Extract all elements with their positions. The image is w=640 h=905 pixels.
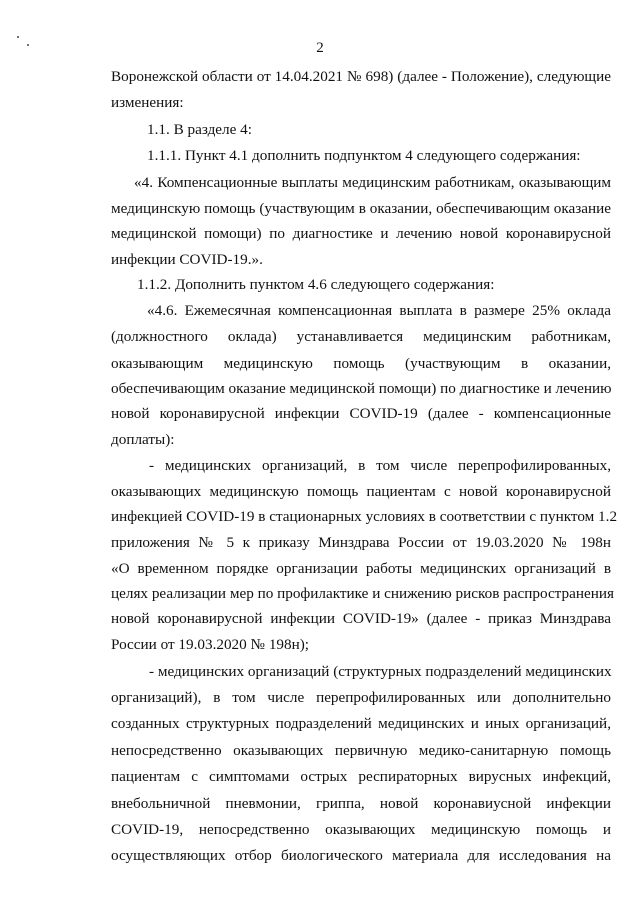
text-line: внебольничной пневмонии, гриппа, новой коронавиусной инфекции (111, 795, 611, 812)
text-line: медицинской помощи) по диагностике и лечению новой коронавирусной (111, 225, 611, 242)
text-line: (должностного оклада) устанавливается медицинским работникам, (111, 328, 611, 345)
text-line: созданных структурных подразделений медицинских и иных организаций, (111, 715, 611, 732)
text-line: пациентам с симптомами острых респираторных вирусных инфекций, (111, 768, 611, 785)
text-line: новой коронавирусной инфекции COVID-19» (далее - приказ Минздрава (111, 610, 611, 627)
text-line: «4. Компенсационные выплаты медицинским работникам, оказывающим (134, 174, 611, 191)
text-line: «О временном порядке организации работы медицинских организаций в (111, 560, 611, 577)
text-line: - медицинских организаций, в том числе перепрофилированных, (149, 457, 611, 474)
text-line: обеспечивающим оказание медицинской помощи) по диагностике и лечению (111, 380, 612, 397)
text-line: медицинскую помощь (участвующим в оказании, обеспечивающим оказание (111, 200, 611, 217)
text-line: России от 19.03.2020 № 198н); (111, 636, 310, 653)
text-line: приложения № 5 к приказу Минздрава России от 19.03.2020 № 198н (111, 534, 611, 551)
text-line: инфекции COVID-19.». (111, 251, 263, 268)
text-line: оказывающих медицинскую помощь пациентам с новой коронавирусной (111, 483, 611, 500)
text-line: 1.1. В разделе 4: (147, 121, 252, 138)
text-line: Воронежской области от 14.04.2021 № 698) (далее - Положение), следующие (111, 68, 611, 85)
text-line: оказывающим медицинскую помощь (участвующим в оказании, (111, 355, 611, 372)
text-line: 1.1.2. Дополнить пунктом 4.6 следующего содержания: (137, 276, 495, 293)
text-line: «4.6. Ежемесячная компенсационная выплата в размере 25% оклада (147, 302, 611, 319)
text-line: целях реализации мер по профилактике и снижению рисков распространения (111, 585, 614, 602)
text-line: организаций), в том числе перепрофилированных или дополнительно (111, 689, 611, 706)
text-line: COVID-19, непосредственно оказывающих медицинскую помощь и (111, 821, 611, 838)
text-line: новой коронавирусной инфекции COVID-19 (далее - компенсационные (111, 405, 611, 422)
text-line: доплаты): (111, 431, 175, 448)
text-line: инфекцией COVID-19 в стационарных условиях в соответствии с пунктом 1.2 (111, 508, 618, 525)
text-line: осуществляющих отбор биологического материала для исследования на (111, 847, 611, 864)
text-line: 1.1.1. Пункт 4.1 дополнить подпунктом 4 следующего содержания: (147, 147, 581, 164)
text-line: - медицинских организаций (структурных подразделений медицинских (149, 663, 612, 680)
text-line: непосредственно оказывающих первичную медико-санитарную помощь (111, 742, 611, 759)
text-line: изменения: (111, 94, 184, 111)
scan-speck (17, 36, 19, 38)
page-number: 2 (316, 40, 324, 56)
